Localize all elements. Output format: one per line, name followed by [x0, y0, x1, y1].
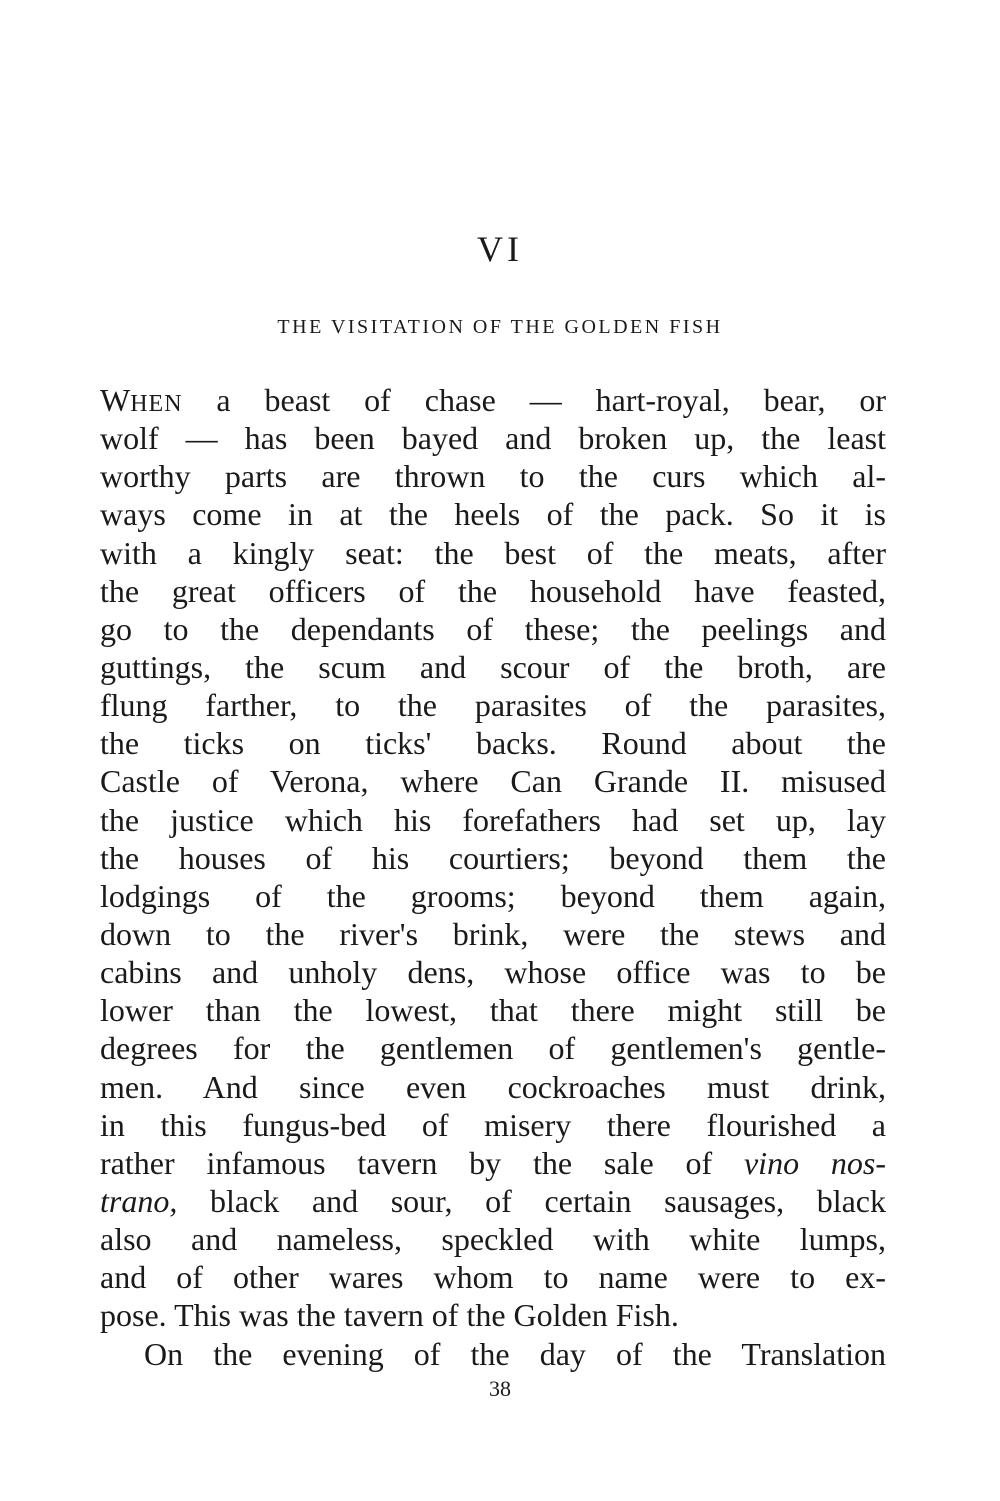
text-line: pose. This was the tavern of the Golden Fish.: [100, 1297, 679, 1334]
text-line: go to the dependants of these; the peelings and: [100, 610, 886, 647]
chapter-title: THE VISITATION OF THE GOLDEN FISH: [277, 316, 723, 338]
text-line: flung farther, to the parasites of the parasites,: [100, 687, 886, 724]
text-line: with a kingly seat: the best of the meats, after: [100, 534, 886, 571]
text-line: also and nameless, speckled with white lumps,: [100, 1221, 886, 1258]
text-line: wolf — has been bayed and broken up, the least: [100, 420, 886, 457]
text-line: the houses of his courtiers; beyond them the: [100, 839, 886, 876]
text-line: On the evening of the day of the Translation: [144, 1335, 886, 1372]
italic-phrase: trano,: [100, 1182, 178, 1219]
chapter-number: VI: [477, 229, 523, 269]
text-line: in this fungus-bed of misery there flourished a: [100, 1106, 886, 1143]
text-line: cabins and unholy dens, whose office was to be: [100, 954, 886, 991]
text-line: the justice which his forefathers had set up, lay: [100, 801, 886, 838]
text-line: guttings, the scum and scour of the broth, are: [100, 648, 886, 685]
text-line: lower than the lowest, that there might still be: [100, 992, 886, 1029]
page-number: 38: [489, 1376, 511, 1401]
text-line: ways come in at the heels of the pack. So it is: [100, 496, 886, 533]
line-text: black and sour, of certain sausages, black: [177, 1182, 886, 1219]
text-line: the great officers of the household have feasted,: [100, 572, 886, 609]
text-line: men. And since even cockroaches must drink,: [100, 1068, 886, 1105]
opening-small-caps: HEN: [130, 391, 183, 417]
text-line: degrees for the gentlemen of gentlemen's gentle-: [100, 1030, 886, 1067]
line-text: a beast of chase — hart-royal, bear, or: [182, 382, 886, 418]
body-text: [100, 381, 886, 1373]
text-line: Castle of Verona, where Can Grande II. misused: [100, 763, 886, 800]
text-line: [100, 1182, 886, 1220]
text-line: [100, 1144, 886, 1182]
italic-phrase: vino nos-: [743, 1144, 887, 1181]
text-line: and of other wares whom to name were to ex-: [100, 1259, 886, 1296]
text-line: lodgings of the grooms; beyond them again,: [100, 877, 886, 914]
text-line: the ticks on ticks' backs. Round about the: [100, 725, 886, 762]
text-line: [100, 381, 886, 419]
opening-cap: W: [100, 382, 131, 418]
text-line: down to the river's brink, were the stews and: [100, 915, 886, 952]
line-text: rather infamous tavern by the sale of: [100, 1144, 744, 1181]
text-line: worthy parts are thrown to the curs which al-: [100, 458, 886, 495]
